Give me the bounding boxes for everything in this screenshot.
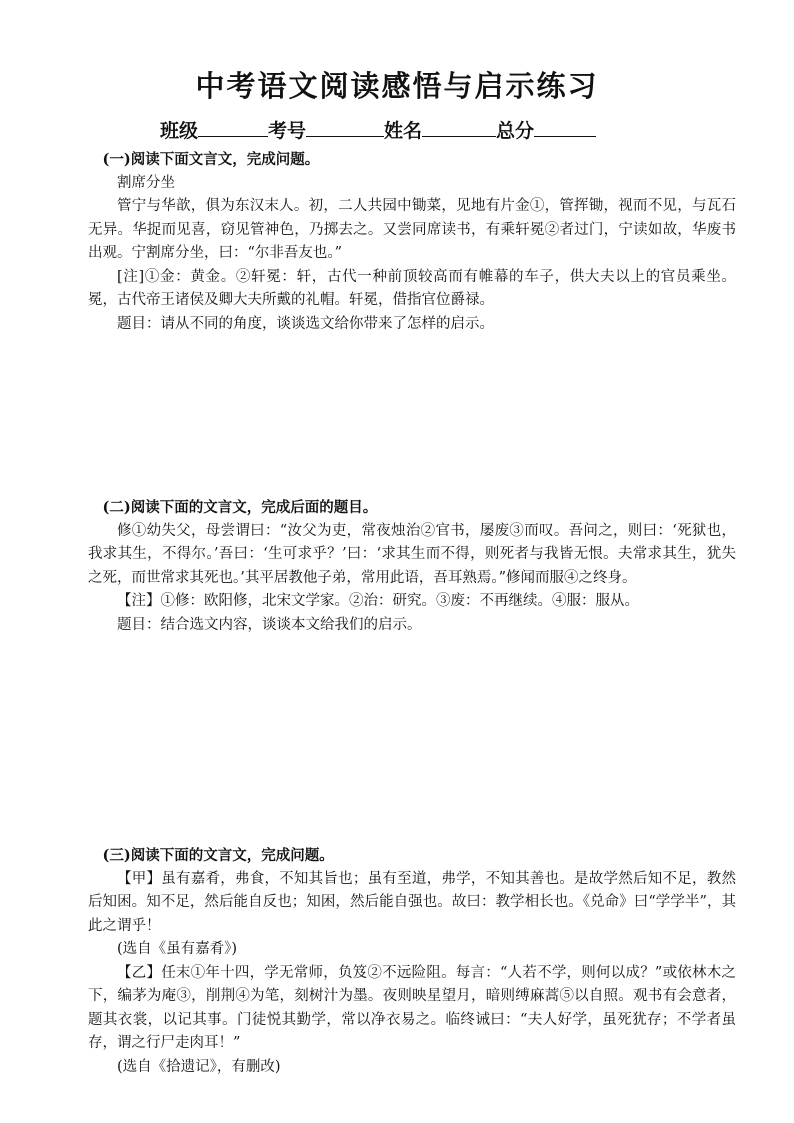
- section-1-question: 题目：请从不同的角度，谈谈选文给你带来了怎样的启示。: [117, 315, 494, 332]
- section-3-heading: (三)阅读下面的文言文，完成问题。: [102, 847, 334, 864]
- score-blank[interactable]: [534, 118, 596, 137]
- section-2-note: 【注】①修：欧阳修，北宋文学家。②治：研究。③废：不再继续。④服：服从。: [117, 593, 639, 609]
- section-1: [88, 148, 736, 336]
- section-2-question: 题目：结合选文内容，谈谈本文给我们的启示。: [117, 616, 422, 633]
- section-3-source-a: (选自《虽有嘉肴》): [117, 941, 238, 957]
- section-2-text: 修①幼失父，母尝谓曰：“汝父为吏，常夜烛治②官书，屡废③而叹。吾问之，则曰：‘死狱也，我求其生，不得尔。’吾曰：‘生可求乎？’曰：‘求其生而不得，则死者与我皆无恨。夫常求其生，犹失之死，而世常求其死也。’其平居教他子弟，常用此语，吾耳熟焉。”修闻而服④之终身。: [88, 522, 736, 586]
- section-1-heading: (一)阅读下面文言文，完成问题。: [102, 151, 320, 168]
- section-1-story-title: 割席分坐: [117, 174, 175, 191]
- section-3-text-b: 【乙】任末①年十四，学无常师，负笈②不远险阻。每言：“人若不学，则何以成？”或依林木之下，编茅为庵③，削荆④为笔，刻树汁为墨。夜则映星望月，暗则缚麻蒿⑤以自照。观书有会意者，题其衣裳，以记其事。门徒悦其勤学，常以净衣易之。临终诫曰：“夫人好学，虽死犹存；不学者虽存，谓之行尸走肉耳！”: [88, 964, 736, 1051]
- number-label: 考号: [268, 120, 307, 142]
- section-3-source-b: (选自《拾遗记》，有删改): [117, 1058, 281, 1075]
- number-blank[interactable]: [306, 118, 384, 137]
- name-label: 姓名: [384, 120, 423, 142]
- section-1-text: 管宁与华歆，俱为东汉末人。初，二人共园中锄菜，见地有片金①，管挥锄，视而不见，与瓦石无异。华捉而见喜，窃见管神色，乃掷去之。又尝同席读书，有乘轩冕②者过门，宁读如故，华废书出观。宁割席分坐，曰：“尔非吾友也。”: [88, 198, 736, 261]
- class-blank[interactable]: [198, 118, 268, 137]
- section-1-note: [注]①金：黄金。②轩冕：轩，古代一种前顶较高而有帷幕的车子，供大夫以上的官员乘坐。冕，古代帝王诸侯及卿大夫所戴的礼帽。轩冕，借指官位爵禄。: [88, 268, 736, 308]
- name-blank[interactable]: [422, 118, 496, 137]
- section-3: [88, 844, 736, 1079]
- class-label: 班级: [160, 120, 199, 142]
- page-title: 中考语文阅读感悟与启示练习: [195, 69, 599, 103]
- section-3-text-a: 【甲】虽有嘉肴，弗食，不知其旨也；虽有至道，弗学，不知其善也。是故学然后知不足，教然后知困。知不足，然后能自反也；知困，然后能自强也。故曰：教学相长也。《兑命》曰“学学半”，其此之谓乎！: [88, 870, 736, 934]
- student-info-line: [160, 116, 640, 143]
- section-2: [88, 496, 736, 637]
- score-label: 总分: [496, 120, 535, 142]
- section-2-heading: (二)阅读下面的文言文，完成后面的题目。: [102, 499, 378, 516]
